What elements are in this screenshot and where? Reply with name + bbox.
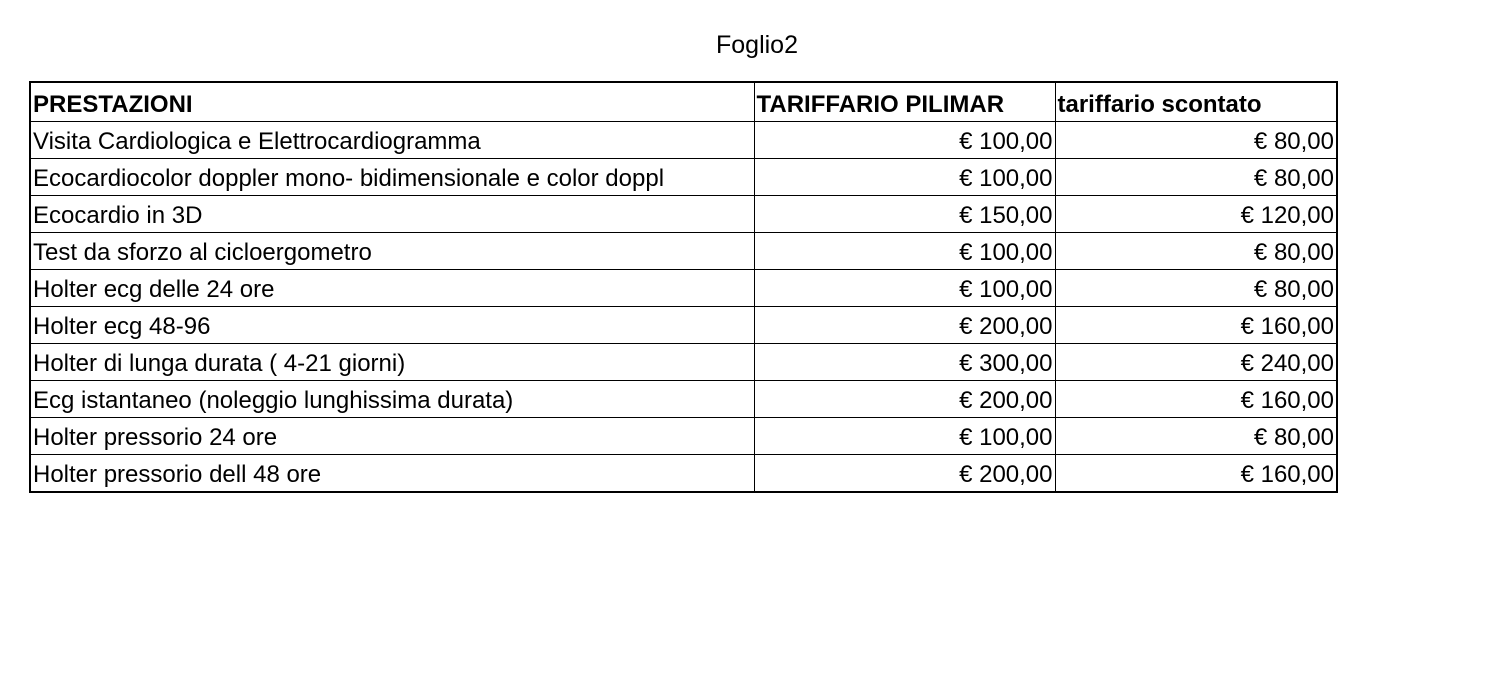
discount-price-cell: € 80,00 (1055, 122, 1337, 159)
sheet-title: Foglio2 (716, 31, 798, 59)
discount-price-cell: € 80,00 (1055, 233, 1337, 270)
list-price-cell: € 100,00 (754, 122, 1055, 159)
header-tariffario-pilimar: TARIFFARIO PILIMAR (754, 82, 1055, 122)
discount-price-cell: € 240,00 (1055, 344, 1337, 381)
service-cell: Ecocardio in 3D (30, 196, 754, 233)
table-row (30, 270, 1337, 307)
header-row (30, 82, 1337, 122)
service-cell: Visita Cardiologica e Elettrocardiogramma (30, 122, 754, 159)
table-row (30, 344, 1337, 381)
table-row (30, 307, 1337, 344)
service-cell: Holter pressorio 24 ore (30, 418, 754, 455)
service-cell: Ecg istantaneo (noleggio lunghissima durata) (30, 381, 754, 418)
table-row (30, 196, 1337, 233)
table-row (30, 455, 1337, 493)
table-row (30, 381, 1337, 418)
discount-price-cell: € 80,00 (1055, 159, 1337, 196)
discount-price-cell: € 160,00 (1055, 381, 1337, 418)
list-price-cell: € 100,00 (754, 233, 1055, 270)
list-price-cell: € 200,00 (754, 307, 1055, 344)
table-row (30, 122, 1337, 159)
discount-price-cell: € 120,00 (1055, 196, 1337, 233)
list-price-cell: € 300,00 (754, 344, 1055, 381)
discount-price-cell: € 80,00 (1055, 270, 1337, 307)
discount-price-cell: € 80,00 (1055, 418, 1337, 455)
service-cell: Holter ecg delle 24 ore (30, 270, 754, 307)
header-prestazioni: PRESTAZIONI (30, 82, 754, 122)
list-price-cell: € 200,00 (754, 455, 1055, 493)
list-price-cell: € 100,00 (754, 418, 1055, 455)
service-cell: Ecocardiocolor doppler mono- bidimensionale e color doppl (30, 159, 754, 196)
service-cell: Holter pressorio dell 48 ore (30, 455, 754, 493)
discount-price-cell: € 160,00 (1055, 455, 1337, 493)
list-price-cell: € 200,00 (754, 381, 1055, 418)
list-price-cell: € 150,00 (754, 196, 1055, 233)
service-cell: Test da sforzo al cicloergometro (30, 233, 754, 270)
table-row (30, 233, 1337, 270)
price-table (29, 81, 1338, 493)
list-price-cell: € 100,00 (754, 270, 1055, 307)
table-row (30, 418, 1337, 455)
discount-price-cell: € 160,00 (1055, 307, 1337, 344)
header-tariffario-scontato: tariffario scontato (1055, 82, 1337, 122)
table-row (30, 159, 1337, 196)
service-cell: Holter di lunga durata ( 4-21 giorni) (30, 344, 754, 381)
service-cell: Holter ecg 48-96 (30, 307, 754, 344)
list-price-cell: € 100,00 (754, 159, 1055, 196)
